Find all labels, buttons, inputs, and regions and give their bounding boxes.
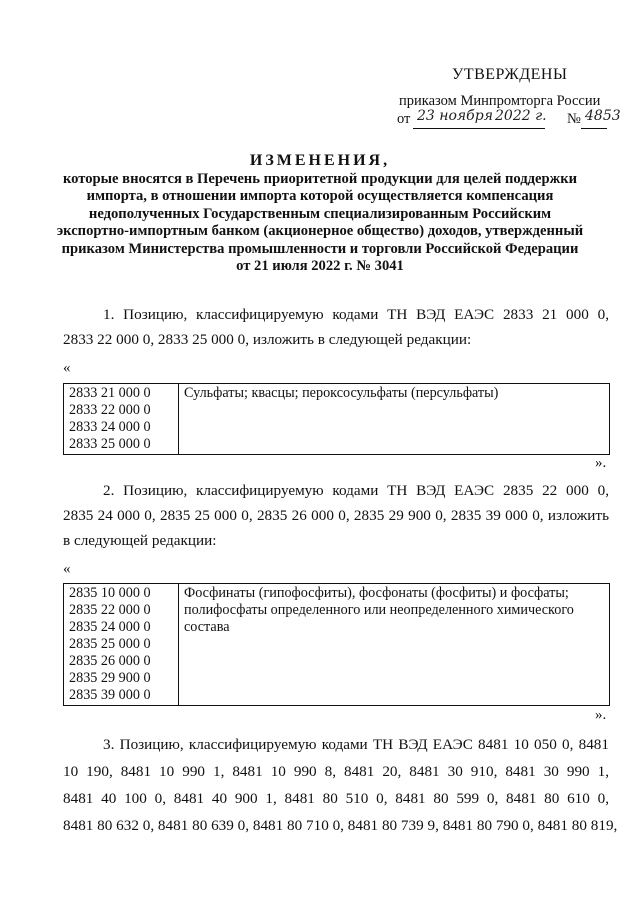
codes-cell — [64, 384, 179, 455]
paragraph-line: 8481 40 100 0, 8481 40 900 1, 8481 80 510 0, 8481 80 599 0, 8481 80 610 0, — [63, 790, 609, 807]
code-value: 2835 10 000 0 — [69, 585, 151, 601]
item-1-quote-close: ». — [595, 455, 607, 471]
description-line: полифосфаты определенного или неопределенного химического — [184, 602, 574, 618]
description-cell — [179, 384, 610, 455]
code-value: 2835 22 000 0 — [69, 602, 151, 618]
item-2-quote-open: « — [63, 561, 71, 577]
subheading-line: приказом Министерства промышленности и торговли Российской Федерации — [61, 240, 579, 257]
description-line: состава — [184, 619, 230, 635]
paragraph-line: 2. Позицию, классифицируемую кодами ТН ВЭД ЕАЭС 2835 22 000 0, — [103, 482, 609, 499]
description-cell — [179, 584, 610, 706]
order-prefix: от — [397, 111, 411, 127]
table-row — [64, 584, 610, 706]
subheading-line: которые вносятся в Перечень приоритетной продукции для целей поддержки — [62, 171, 578, 187]
table-row — [64, 384, 610, 455]
code-value: 2835 39 000 0 — [69, 687, 151, 703]
item-1-paragraph — [63, 302, 609, 352]
subheading-line: недополученных Государственным специализированным Российским — [88, 205, 552, 222]
code-value: 2835 25 000 0 — [69, 636, 151, 652]
subheading-line: от 21 июля 2022 г. № 3041 — [236, 258, 404, 275]
paragraph-line: в следующей редакции: — [63, 532, 217, 549]
code-value: 2835 26 000 0 — [69, 653, 151, 669]
order-date-line — [397, 108, 621, 131]
code-value: 2833 25 000 0 — [69, 436, 151, 452]
description-line: Фосфинаты (гипофосфиты), фосфонаты (фосфиты) и фосфаты; — [184, 585, 569, 601]
code-value: 2835 24 000 0 — [69, 619, 151, 635]
paragraph-line: 3. Позицию, классифицируемую кодами ТН ВЭД ЕАЭС 8481 10 050 0, 8481 — [103, 736, 609, 753]
item-2-paragraph — [63, 478, 609, 553]
code-value: 2835 29 900 0 — [69, 670, 151, 686]
code-value: 2833 21 000 0 — [69, 385, 151, 401]
approved-label: УТВЕРЖДЕНЫ — [452, 66, 568, 83]
order-year-handwritten: 2022 г. — [495, 108, 547, 124]
paragraph-line: 8481 80 632 0, 8481 80 639 0, 8481 80 710 0, 8481 80 739 9, 8481 80 790 0, 8481 80 819, — [63, 817, 618, 834]
description-text: Сульфаты; квасцы; пероксосульфаты (персульфаты) — [184, 385, 499, 401]
codes-cell — [64, 584, 179, 706]
paragraph-line: 2833 22 000 0, 2833 25 000 0, изложить в следующей редакции: — [63, 331, 472, 348]
number-underline — [581, 128, 607, 129]
order-number-label: № — [567, 111, 581, 127]
date-underline — [413, 128, 545, 129]
order-date-handwritten: 23 ноября — [417, 108, 493, 124]
subheading-line: импорта, в отношении импорта которой осуществляется компенсация — [86, 188, 554, 205]
paragraph-line: 1. Позицию, классифицируемую кодами ТН ВЭД ЕАЭС 2833 21 000 0, — [103, 306, 609, 323]
paragraph-line: 10 190, 8481 10 990 1, 8481 10 990 8, 8481 20, 8481 30 910, 8481 30 990 1, — [63, 763, 609, 780]
item-2-table — [63, 583, 610, 706]
item-1-table — [63, 383, 610, 455]
order-number-handwritten: 4853 — [585, 108, 621, 124]
item-1-quote-open: « — [63, 360, 71, 376]
document-subheading — [54, 171, 586, 275]
code-value: 2833 22 000 0 — [69, 402, 151, 418]
subheading-line: экспортно-импортным банком (акционерное общество) доходов, утвержденный — [56, 223, 584, 240]
paragraph-line: 2835 24 000 0, 2835 25 000 0, 2835 26 000 0, 2835 29 900 0, 2835 39 000 0, изложить — [63, 507, 609, 524]
document-heading: ИЗМЕНЕНИЯ, — [249, 152, 391, 169]
code-value: 2833 24 000 0 — [69, 419, 151, 435]
item-2-quote-close: ». — [595, 707, 607, 723]
order-title: приказом Минпромторга России — [399, 93, 601, 109]
item-3-paragraph — [63, 731, 618, 839]
